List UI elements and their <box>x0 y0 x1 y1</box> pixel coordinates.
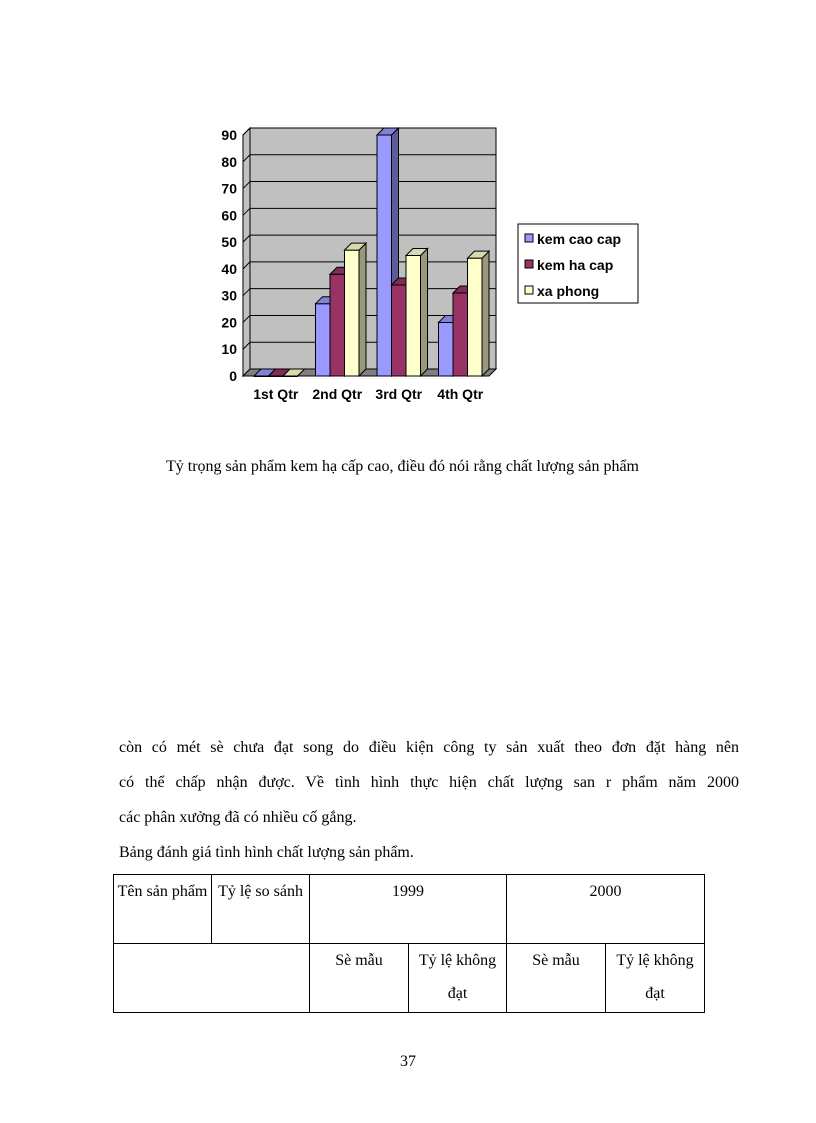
y-tick-label: 70 <box>221 180 237 197</box>
y-tick-label: 0 <box>229 368 237 384</box>
header-comparison-ratio: Tỷ lệ so sánh <box>212 875 310 944</box>
chart-side-wall <box>243 128 250 376</box>
legend-label: kem ha cap <box>537 257 614 273</box>
y-tick-label: 20 <box>221 314 237 331</box>
paragraph-line: các phân xưởng đã có nhiều cố gắng. <box>119 809 357 826</box>
bar-front <box>345 250 360 376</box>
x-tick-label: 2nd Qtr <box>312 386 363 402</box>
y-tick-label: 80 <box>221 153 237 170</box>
y-tick-label: 60 <box>221 207 237 224</box>
y-tick-label: 10 <box>221 341 237 358</box>
header-year-2000: 2000 <box>507 875 705 944</box>
subheader-fail-rate-2000: Tỷ lệ không đạt <box>606 944 705 1013</box>
legend-swatch-kem-cao-cap <box>525 234 533 242</box>
paragraph-intro: Tỷ trọng sản phẩm kem hạ cấp cao, điều đó nói rằng chất lượng sản phẩm <box>166 458 639 475</box>
empty-cell <box>114 944 310 1013</box>
bar-side <box>421 249 428 377</box>
table-header-row <box>114 875 705 944</box>
subheader-samples-1999: Sè mẫu <box>310 944 409 1013</box>
x-tick-label: 4th Qtr <box>437 386 484 402</box>
table-subheader-row <box>114 944 705 1013</box>
y-axis-ticks <box>221 127 237 384</box>
page-number: 37 <box>400 1053 416 1070</box>
x-tick-label: 1st Qtr <box>253 386 299 402</box>
bar-side <box>359 243 366 376</box>
bar-xa-phong-2nd-qtr <box>345 243 367 376</box>
bar-xa-phong-4th-qtr <box>468 251 490 376</box>
paragraph-line: còn có mét sè chưa đạt song do điều kiện công ty sản xuất theo đơn đặt hàng nên <box>119 739 739 756</box>
x-tick-label: 3rd Qtr <box>375 386 423 402</box>
quality-table <box>113 874 705 1013</box>
quarterly-product-bar-chart <box>0 0 816 420</box>
bar-front <box>406 256 421 377</box>
y-tick-label: 40 <box>221 260 237 277</box>
legend-swatch-xa-phong <box>525 286 533 294</box>
subheader-fail-rate-1999: Tỷ lệ không đạt <box>409 944 507 1013</box>
legend-swatch-kem-ha-cap <box>525 260 533 268</box>
bar-front <box>377 135 392 376</box>
y-tick-label: 90 <box>221 127 237 143</box>
x-axis-ticks <box>253 386 484 402</box>
header-year-1999: 1999 <box>310 875 507 944</box>
legend-label: kem cao cap <box>537 231 622 247</box>
bar-front <box>468 258 483 376</box>
bar-front <box>392 285 407 376</box>
bar-front <box>316 304 331 376</box>
y-tick-label: 30 <box>221 287 237 304</box>
bar-side <box>482 251 489 376</box>
bar-front <box>439 322 454 376</box>
y-tick-label: 50 <box>221 234 237 251</box>
paragraph-line: có thể chấp nhận được. Về tình hình thực hiện chất lượng san r phẩm năm 2000 <box>119 774 739 791</box>
header-product-name: Tên sản phẩm <box>114 875 212 944</box>
legend-label: xa phong <box>537 283 600 299</box>
bar-xa-phong-3rd-qtr <box>406 249 428 377</box>
subheader-samples-2000: Sè mẫu <box>507 944 606 1013</box>
bar-front <box>330 274 345 376</box>
bar-front <box>453 293 468 376</box>
chart-legend <box>518 224 638 303</box>
table-caption: Bảng đánh giá tình hình chất lượng sản phẩm. <box>119 844 414 861</box>
